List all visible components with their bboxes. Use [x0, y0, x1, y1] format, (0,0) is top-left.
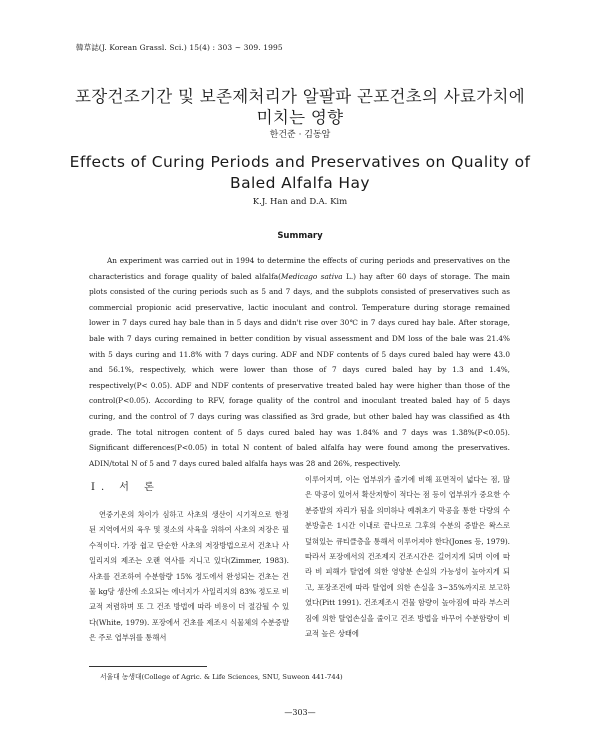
introduction-right-text: 이루어지며, 이는 엽부위가 줄기에 비해 표면적이 넓다는 점, 많은 막공이 있어서 확산저항이 적다는 점 등이 엽부위가 중요한 수분증발의 자리가 됨을 의미하나 예취초기 막공을 통한 다량의 수분방출은 1시간 이내로 끝나므로 그후의 수분의 증발은 왁스로 덮혀있는 큐티클층을 통해서 이루어져야 한다(Jones 등, 1979). 따라서 포장에서의 건조제지 건조시간은 길어지게 되며 이에 따라 비 피해가 탈엽에 의한 영양분 손실의 가능성이 높아지게 되고, 포장조건에 따라 탈엽에 의한 손실을 3~35%까지로 보고하였다(Pitt 1991). 건조제조시 건물 함량이 높아짐에 따라 부스러짐에 의한 탈엽손실을 줄이고 건조 방법을 바꾸어 수분함량이 비교적 높은 상태에	[305, 475, 510, 639]
korean-title-line-2: 미치는 영향	[256, 108, 344, 127]
korean-title-line-1: 포장건조기간 및 보존제처리가 알팔파 곤포건초의 사료가치에	[75, 87, 525, 106]
korean-title	[60, 86, 540, 128]
journal-reference: 韓草誌(J. Korean Grassl. Sci.) 15(4) : 303 ~ 309. 1995	[76, 43, 283, 52]
english-title-line-1: Effects of Curing Periods and Preservatives on Quality of	[69, 153, 531, 171]
english-title	[60, 152, 540, 194]
author-affiliation: 서울대 농생대(College of Agric. & Life Sciences, SNU, Suweon 441-744)	[100, 673, 343, 681]
page-number: —303—	[284, 708, 316, 717]
abstract-paragraph	[89, 253, 510, 471]
introduction-left-text: 연중기온의 차이가 심하고 사초의 생산이 시기적으로 한정된 지역에서의 육우 및 젖소의 사육을 위하여 사초의 저장은 필수적이다. 가장 쉽고 단순한 사초의 저장방법으로서 건초나 사일리지의 제조는 오랜 역사를 지니고 있다(Zimmer, 1983). 사초를 건조하여 수분함량 15% 정도에서 완성되는 건초는 건물 kg당 생산에 소요되는 에너지가 사일리지의 83% 정도로 비교적 저렴하며 또 그 건조 방법에 따라 비용이 더 절감될 수 있다(White, 1979). 포장에서 건초를 제조시 식물체의 수분증발은 주로 엽부위를 통해서	[89, 510, 289, 643]
english-title-line-2: Baled Alfalfa Hay	[230, 174, 370, 192]
english-authors: K.J. Han and D.A. Kim	[252, 197, 348, 207]
korean-authors: 한건준 · 김동암	[269, 130, 331, 140]
introduction-heading: Ⅰ. 서 론	[91, 482, 160, 493]
right-column	[305, 472, 510, 641]
species-name: Medicago sativa	[281, 271, 343, 281]
footnote-divider	[89, 666, 207, 667]
summary-heading: Summary	[277, 231, 323, 241]
abstract-text-2: L.) hay after 60 days of storage. The main plots consisted of the curing periods such as 5 and 7 days, and the subplots consisted of preservatives such as commercial propionic acid preservative, lactic inoculant and control. Temperature during storage remained lower in 7 days cured hay bale than in 5 days and didn't rise over 30℃ in 7 days cured hay bale. After storage, bale with 7 days curing remained in better condition by visual assessment and DM loss of the bale was 21.4% with 5 days curing and 11.8% with 7 days curing. ADF and NDF contents of 5 days cured baled hay were 43.0 and 56.1%, respectively, which were lower than those of 7 days cured baled hay by 1.3 and 1.4%, respectively(P< 0.05). ADF and NDF contents of preservative treated baled hay were higher than those of the control(P<0.05). According to RFV, forage quality of the control and inoculant treated baled hay of 5 days curing, and the control of 7 days curing was classified as 3rd grade, but other baled hay was classified as 4th grade. The total nitrogen content of 5 days cured baled hay was 1.84% and 7 days was 1.38%(P<0.05). Significant differences(P<0.05) in total N content of baled alfalfa hay were found among the preservatives. ADIN/total N of 5 and 7 days cured baled alfalfa hays was 28 and 26%, respectively.	[89, 271, 510, 468]
abstract-text-1: An experiment was carried out in 1994 to determine the effects of curing periods and preservatives on the characteristics and forage quality of baled alfalfa(	[89, 256, 510, 281]
left-column	[89, 480, 289, 646]
